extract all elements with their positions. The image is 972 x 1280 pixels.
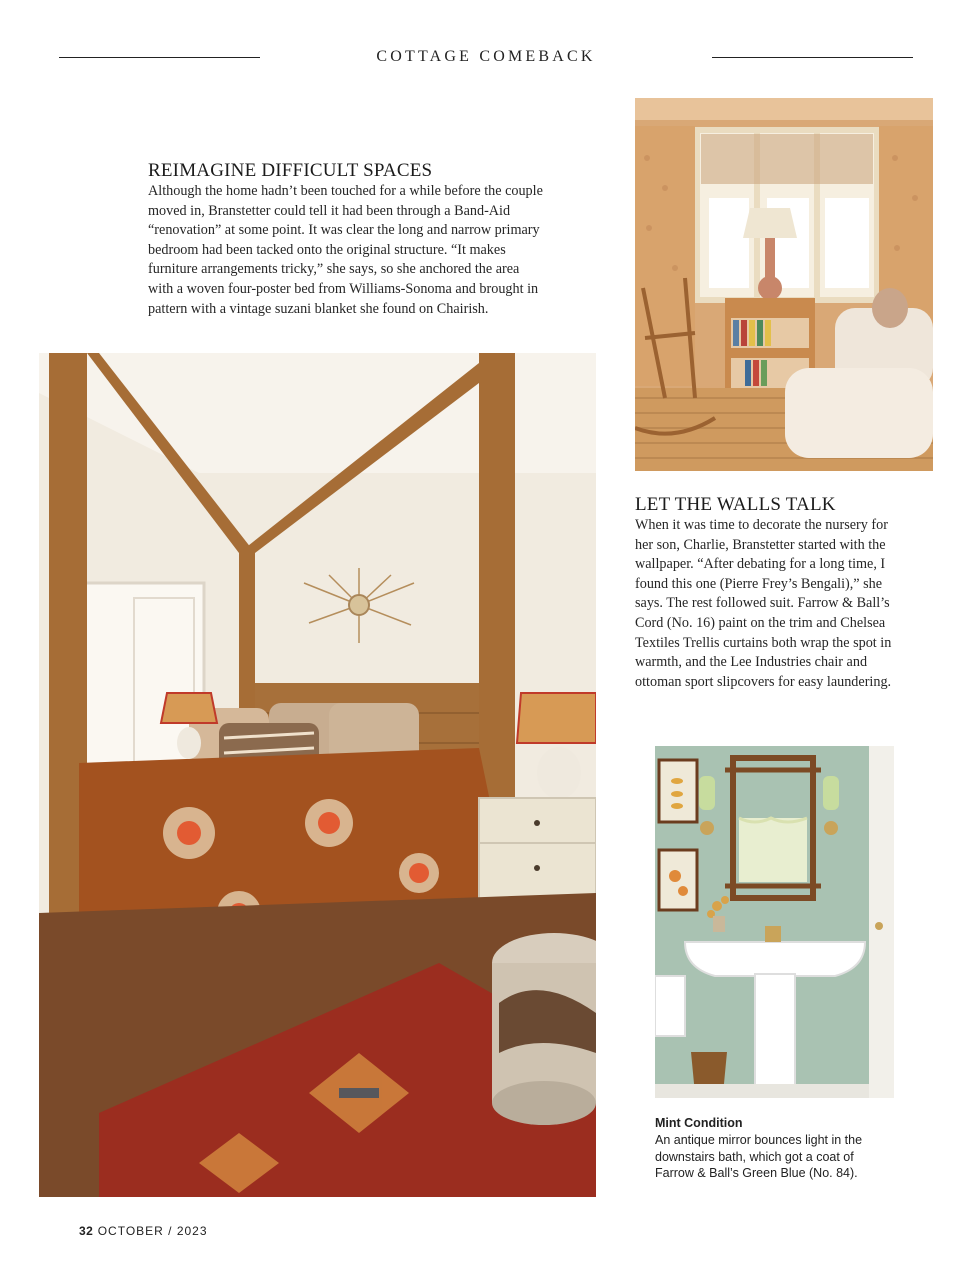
bedroom-photo <box>39 353 596 1197</box>
heading-reimagine: REIMAGINE DIFFICULT SPACES <box>148 160 433 181</box>
body-reimagine: Although the home hadn’t been touched for a while before the couple moved in, Branstetter could tell it had been through a Band-Aid “renovation” at some point. It was clear the long and narrow primary bedroom had been tacked onto the original structure. “It makes furniture arrangements tricky,” she says, so she anchored the area with a woven four-poster bed from Williams-Sonoma and brought in pattern with a vintage suzani blanket she found on Chairish. <box>148 183 543 317</box>
body-walls: When it was time to decorate the nursery for her son, Charlie, Branstetter started with the wallpaper. “After debating for a long time, I found this one (Pierre Frey’s Bengali),” she says. The rest followed suit. Farrow & Ball’s Cord (No. 16) paint on the trim and Chelsea Textiles Trellis curtains both wrap the spot in warmth, and the Lee Industries chair and ottoman sport slipcovers for easy laundering. <box>635 517 892 690</box>
caption-title: Mint Condition <box>655 1116 743 1130</box>
header-rule-left <box>59 57 260 58</box>
issue-date: OCTOBER / 2023 <box>97 1224 208 1238</box>
bathroom-photo <box>655 746 894 1098</box>
page-number: 32 <box>79 1224 94 1238</box>
page-folio <box>79 1224 208 1238</box>
nursery-photo <box>635 98 933 471</box>
caption-text: An antique mirror bounces light in the downstairs bath, which got a coat of Farrow & Ball’s Green Blue (No. 84). <box>655 1133 863 1180</box>
header-rule-right <box>712 57 913 58</box>
heading-walls: LET THE WALLS TALK <box>635 494 836 515</box>
section-title: COTTAGE COMEBACK <box>376 48 596 65</box>
